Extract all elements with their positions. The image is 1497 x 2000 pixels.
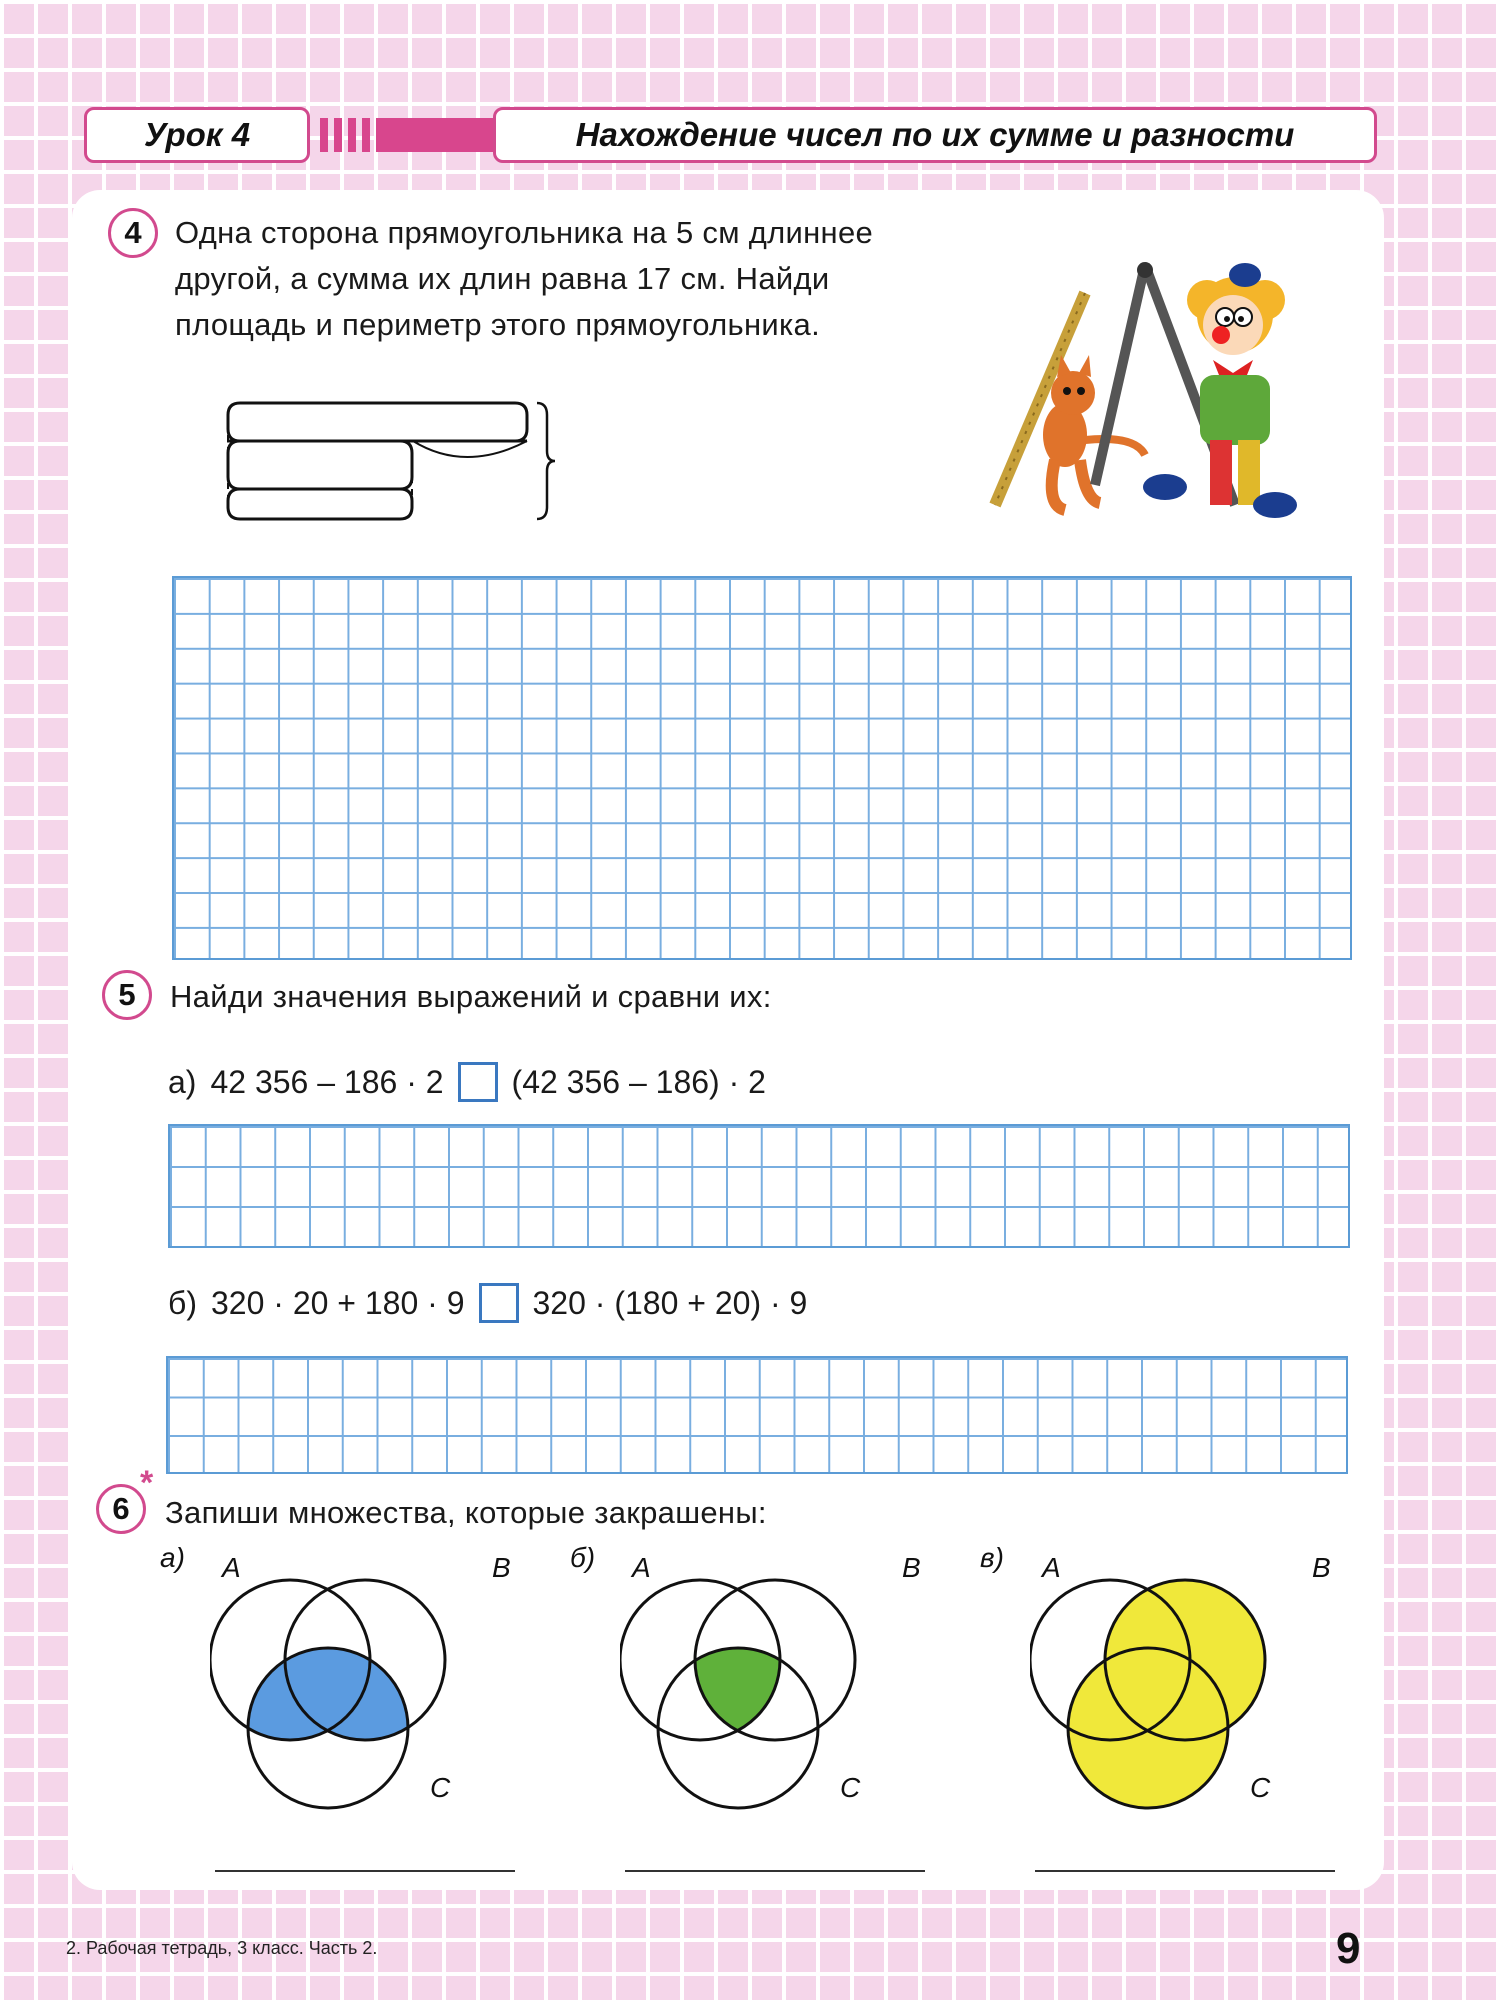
task5a-label: а) [168, 1063, 197, 1100]
task5b-compare-box[interactable] [479, 1283, 519, 1323]
task5b-answer-grid[interactable] [166, 1356, 1348, 1474]
task5b-expression [168, 1278, 807, 1328]
task5b-left: 320 · 20 + 180 · 9 [210, 1284, 465, 1321]
task5-prompt: Найди значения выражений и сравни их: [170, 979, 772, 1014]
task4-number-text: 4 [124, 215, 142, 250]
task5b-right: 320 · (180 + 20) · 9 [532, 1284, 808, 1321]
task5a-answer-grid[interactable] [168, 1124, 1350, 1248]
clown-figure [1143, 263, 1297, 518]
task5-number [102, 970, 152, 1020]
header-stripes [320, 118, 500, 152]
venn-set-label-c: C [430, 1772, 451, 1803]
venn-set-label-b: B [1312, 1552, 1331, 1583]
venn-diagram [210, 1560, 510, 1840]
task4-line: другой, а сумма их длин равна 17 см. Найди [175, 261, 830, 296]
task6-prompt: Запиши множества, которые закрашены: [165, 1495, 767, 1530]
venn-label: в) [980, 1542, 1004, 1573]
clown-illustration [985, 255, 1325, 535]
venn-set-label-c: C [1250, 1772, 1271, 1803]
venn-answer-line[interactable] [625, 1870, 925, 1872]
segment-diagram [215, 395, 560, 525]
page-number: 9 [1336, 1924, 1361, 1973]
task4-number [108, 208, 158, 258]
venn-set-label-c: C [840, 1772, 861, 1803]
task4-answer-grid[interactable] [172, 576, 1352, 960]
task5a-left: 42 356 – 186 · 2 [210, 1063, 444, 1100]
task5-number-text: 5 [118, 977, 136, 1012]
lesson-label [84, 107, 310, 163]
task4-line: Одна сторона прямоугольника на 5 см длиннее [175, 215, 874, 250]
venn-answer-line[interactable] [1035, 1870, 1335, 1872]
venn-set-label-a: A [1042, 1552, 1061, 1583]
venn-label: б) [570, 1542, 596, 1573]
lesson-title-text: Нахождение чисел по их сумме и разности [575, 116, 1295, 153]
task5a-compare-box[interactable] [458, 1062, 498, 1102]
lesson-title [493, 107, 1377, 163]
venn-set-label-b: B [902, 1552, 921, 1583]
task5b-label: б) [168, 1284, 197, 1321]
venn-answer-line[interactable] [215, 1870, 515, 1872]
task6-star: * [140, 1464, 154, 1502]
task4-text [175, 210, 873, 348]
cat-icon [1043, 355, 1145, 510]
task5a-right: (42 356 – 186) · 2 [511, 1063, 766, 1100]
venn-set-label-a: A [222, 1552, 241, 1583]
task5a-expression [168, 1057, 766, 1107]
venn-set-label-a: A [632, 1552, 651, 1583]
venn-set-label-b: B [492, 1552, 511, 1583]
venn-label: а) [160, 1542, 185, 1573]
footer-text: 2. Рабочая тетрадь, 3 класс. Часть 2. [66, 1938, 378, 1958]
lesson-label-text: Урок 4 [143, 116, 251, 153]
task6-number-text: 6 [112, 1491, 130, 1526]
venn-diagram [1030, 1560, 1330, 1840]
task4-line: площадь и периметр этого прямоугольника. [175, 307, 820, 342]
task6-number [96, 1484, 146, 1534]
venn-diagram [620, 1560, 920, 1840]
